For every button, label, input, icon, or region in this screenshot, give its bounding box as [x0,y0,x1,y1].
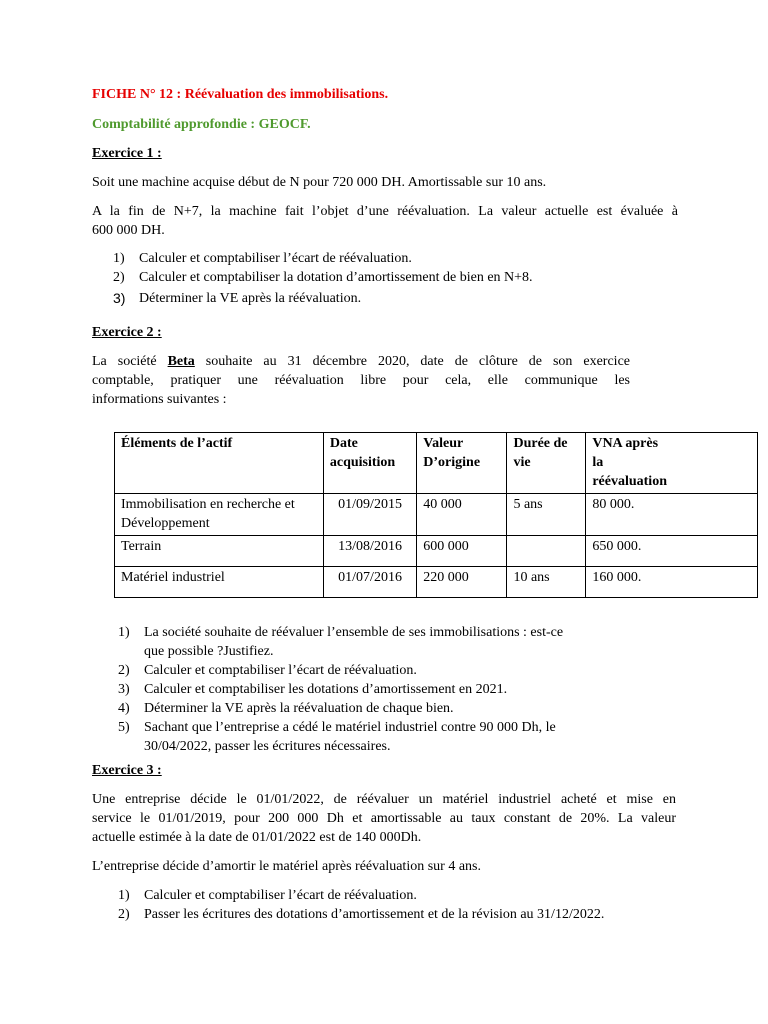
item-text: Calculer et comptabiliser l’écart de réévaluation. [144,888,417,903]
exercise-2-intro-line-3: informations suivantes : [92,392,227,407]
list-item [113,268,713,287]
exercise-3-paragraph-1-line-3: actuelle estimée à la date de 01/01/2022 est de 140 000Dh. [92,830,422,845]
table-cell: Terrain [115,536,324,567]
item-text: Sachant que l’entreprise a cédé le matériel industriel contre 90 000 Dh, le [144,720,556,735]
exercise-1-question-list [113,249,713,308]
table-cell: 80 000. [586,494,758,536]
item-text: La société souhaite de réévaluer l’ensemble de ses immobilisations : est-ce [144,625,564,640]
exercise-3-paragraph-1-line-1: Une entreprise décide le 01/01/2022, de réévaluer un matériel industriel acheté et mise en [92,792,676,807]
table-cell: 10 ans [507,567,586,598]
item-text: Déterminer la VE après la réévaluation. [139,291,362,306]
intro-text-b: souhaite au 31 décembre 2020, date de clôture de son exercice [194,354,630,369]
table-cell: 40 000 [417,494,507,536]
item-text: Passer les écritures des dotations d’amortissement et de la révision au 31/12/2022. [144,907,605,922]
exercise-3-paragraph-1-line-2: service le 01/01/2019, pour 200 000 Dh et amortissable au taux constant de 20%. La valeur [92,811,676,826]
table-cell: 600 000 [417,536,507,567]
item-number: 4) [118,701,130,716]
item-text: Calculer et comptabiliser l’écart de réévaluation. [144,663,417,678]
table-row [115,536,758,567]
exercise-3-question-list [118,886,718,924]
list-item [118,680,638,699]
table-cell: 01/07/2016 [323,567,416,598]
item-number: 1) [118,888,130,903]
table-cell: 01/09/2015 [323,494,416,536]
column-header: Durée de vie [507,433,586,494]
exercise-2-intro-line-1 [92,352,630,371]
table-row [115,494,758,536]
item-number: 1) [113,251,125,266]
list-item [118,661,638,680]
table-cell: Immobilisation en recherche et Développement [115,494,324,536]
item-text-continued: 30/04/2022, passer les écritures nécessaires. [144,739,391,754]
table-header-row [115,433,758,494]
assets-table [114,432,758,598]
exercise-2-heading: Exercice 2 : [92,325,162,340]
list-item [113,289,713,308]
column-header: Éléments de l’actif [115,433,324,494]
column-header: Valeur D’origine [417,433,507,494]
company-name: Beta [167,354,195,369]
item-text: Calculer et comptabiliser l’écart de réévaluation. [139,251,412,266]
exercise-2-question-list [118,623,638,756]
item-number: 2) [118,663,130,678]
list-item [118,905,718,924]
exercise-1-paragraph-2-line-2: 600 000 DH. [92,223,165,238]
column-header: VNA après la réévaluation [586,433,758,494]
exercise-3-heading: Exercice 3 : [92,763,162,778]
item-text: Calculer et comptabiliser les dotations d’amortissement en 2021. [144,682,508,697]
exercise-3-paragraph-2: L’entreprise décide d’amortir le matériel après réévaluation sur 4 ans. [92,859,481,874]
table-cell: Matériel industriel [115,567,324,598]
table-row [115,567,758,598]
item-number: 3) [118,682,130,697]
column-header: Date acquisition [323,433,416,494]
item-number: 2) [118,907,130,922]
exercise-1-heading: Exercice 1 : [92,146,162,161]
list-item [118,623,638,661]
item-text: Calculer et comptabiliser la dotation d’amortissement de bien en N+8. [139,270,533,285]
list-item [118,699,638,718]
exercise-2-intro-line-2: comptable, pratiquer une réévaluation libre pour cela, elle communique les [92,373,630,388]
exercise-1-paragraph-2-line-1: A la fin de N+7, la machine fait l’objet d’une réévaluation. La valeur actuelle est évaluée à [92,204,678,219]
item-number: 3) [113,290,126,306]
table-cell [507,536,586,567]
list-item [113,249,713,268]
table-cell: 5 ans [507,494,586,536]
item-text: Déterminer la VE après la réévaluation de chaque bien. [144,701,454,716]
table-cell: 650 000. [586,536,758,567]
item-number: 2) [113,270,125,285]
item-number: 1) [118,625,130,640]
exercise-1-paragraph-1: Soit une machine acquise début de N pour 720 000 DH. Amortissable sur 10 ans. [92,175,547,190]
list-item [118,886,718,905]
table-cell: 13/08/2016 [323,536,416,567]
item-text-continued: que possible ?Justifiez. [144,644,274,659]
table-cell: 160 000. [586,567,758,598]
fiche-title: FICHE N° 12 : Réévaluation des immobilisations. [92,87,389,102]
course-subtitle: Comptabilité approfondie : GEOCF. [92,117,311,132]
intro-text-a: La société [92,354,168,369]
list-item [118,718,638,756]
item-number: 5) [118,720,130,735]
table-cell: 220 000 [417,567,507,598]
